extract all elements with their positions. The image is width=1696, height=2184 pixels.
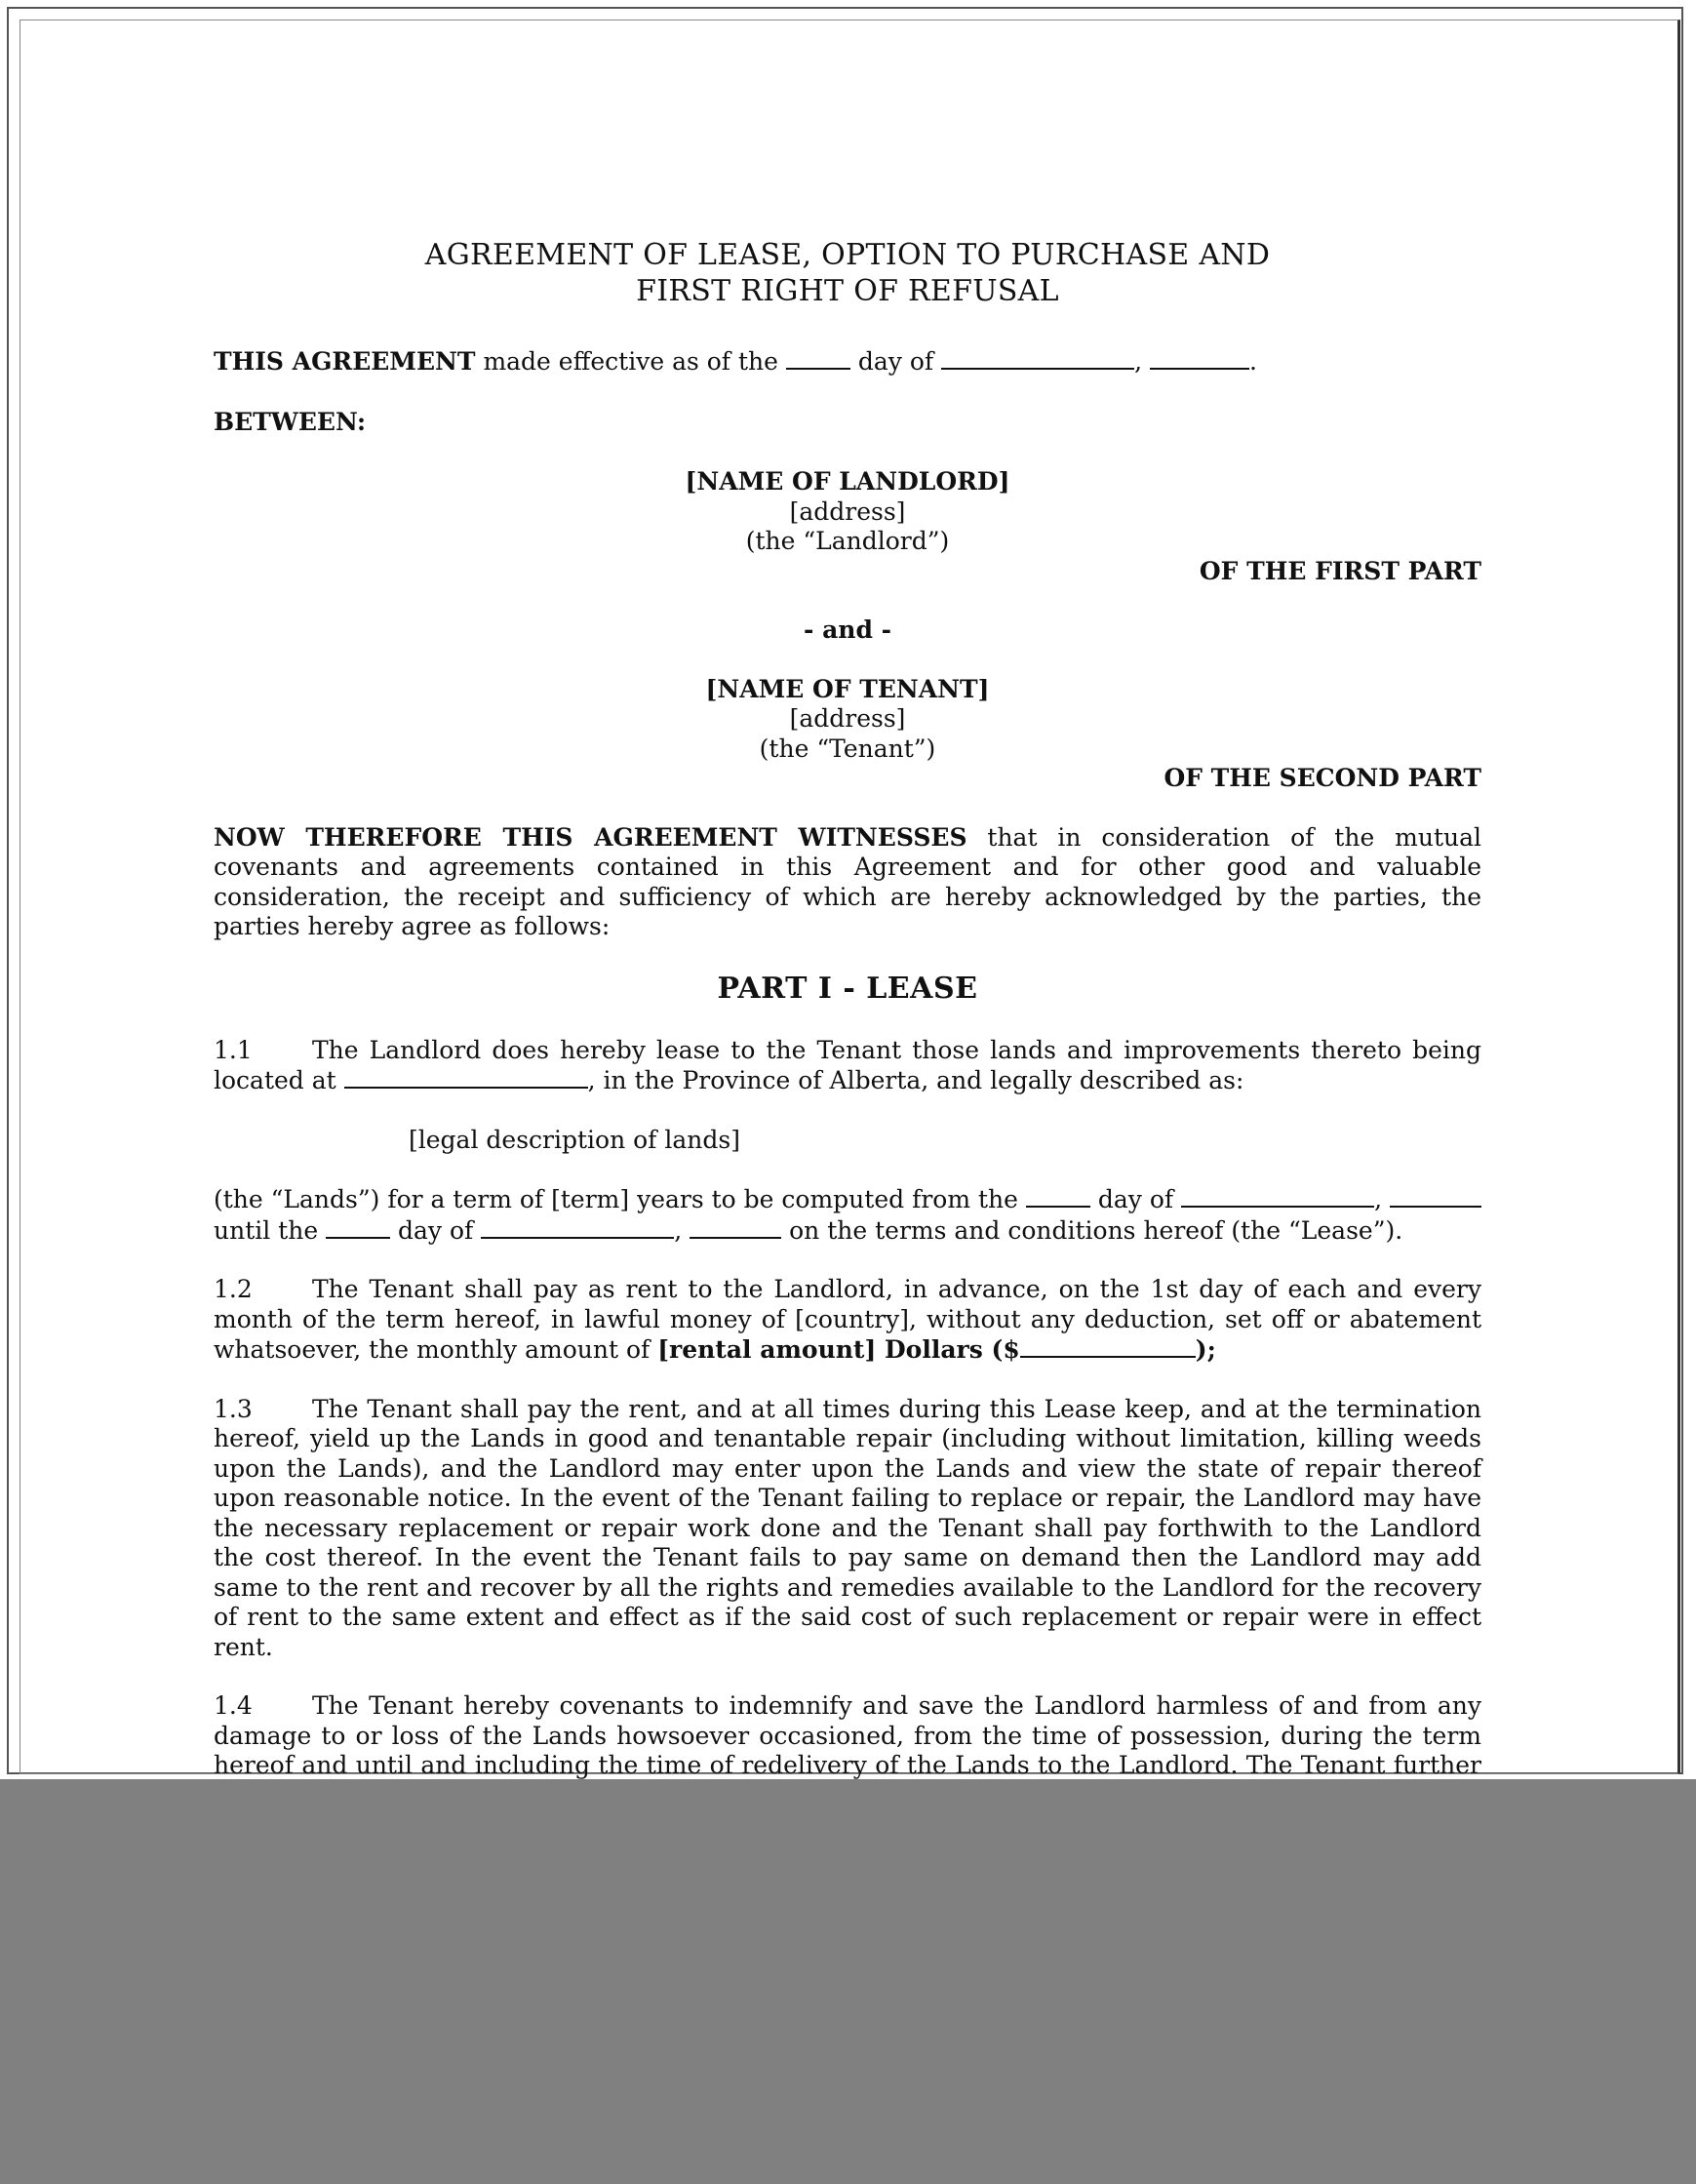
legal-description: [legal description of lands] [409,1125,740,1154]
day-blank [786,346,850,370]
landlord-alias: (the “Landlord”) [745,527,950,555]
landlord-block [214,467,1481,586]
tenant-address: [address] [789,704,906,733]
clause-1-2: 1.2 The Tenant shall pay as rent to the Landlord, in advance, on the 1st day of each and every month of the term hereof, in lawful money of [country], without any deduction, set off or abatement whatsoever, the monthly amount of [rental amount] Dollars ($ ); [214,1275,1481,1364]
between-label: BETWEEN: [214,407,367,436]
preview-overlay [0,1779,1696,2184]
landlord-address: [address] [789,496,906,526]
witness-paragraph: NOW THEREFORE THIS AGREEMENT WITNESSES that in consideration of the mutual covenants and agreements contained in this Agreement and for other good and valuable consideration, the receipt and sufficiency of which are hereby acknowledged by the parties, the parties hereby agree as follows: [214,822,1481,940]
clause-1-1: 1.1 The Landlord does hereby lease to the Tenant those lands and improvements thereto being located at , in the Province of Alberta, and legally described as: [214,1035,1481,1094]
intro-paragraph: THIS AGREEMENT made effective as of the day of , . [214,347,1257,376]
second-part-label: OF THE SECOND PART [1164,764,1481,792]
clause-1-3: 1.3 The Tenant shall pay the rent, and at all times during this Lease keep, and at the termination hereof, yield up the Lands in good and tenantable repair (including without limitation, killing weeds upon the Lands), and the Landlord may enter upon the Lands and view the state of repair thereof upon reasonable notice. In the event of the Tenant failing to replace or repair, the Landlord may have the necessary replacement or repair work done and the Tenant shall pay forthwith to the Landlord the cost thereof. In the event the Tenant fails to pay same on demand then the Landlord may add same to the rent and recover by all the rights and remedies available to the Landlord for the recovery of rent to the same extent and effect as if the said cost of such replacement or repair were in effect rent. [214,1394,1481,1661]
landlord-name: [NAME OF LANDLORD] [685,467,1010,496]
year-blank [1150,346,1249,370]
clause-1-4: 1.4 The Tenant hereby covenants to indemnify and save the Landlord harmless of and from any damage to or loss of the Lands howsoever occasioned, from the time of possession, during the term hereof and until and including the time of redelivery of the Lands to the Landlord. The Tenant further [214,1691,1481,1779]
clause-1-1-term: (the “Lands”) for a term of [term] years to be computed from the day of , until the day of , on the terms and conditions hereof (the “Lease”). [214,1184,1481,1246]
document-page [214,237,1481,1899]
tenant-alias: (the “Tenant”) [759,734,936,763]
first-part-label: OF THE FIRST PART [1199,556,1481,585]
title-line-1: AGREEMENT OF LEASE, OPTION TO PURCHASE AND [424,238,1271,272]
rent-amount-blank [1020,1334,1196,1358]
and-separator: - and - [803,615,891,644]
document-title [214,237,1481,309]
month-blank [941,346,1134,370]
title-line-2: FIRST RIGHT OF REFUSAL [636,274,1059,308]
intro-bold: THIS AGREEMENT [214,347,476,376]
tenant-block [214,675,1481,794]
tenant-name: [NAME OF TENANT] [705,674,990,703]
location-blank [344,1065,588,1089]
part-1-heading: PART I - LEASE [717,971,978,1006]
